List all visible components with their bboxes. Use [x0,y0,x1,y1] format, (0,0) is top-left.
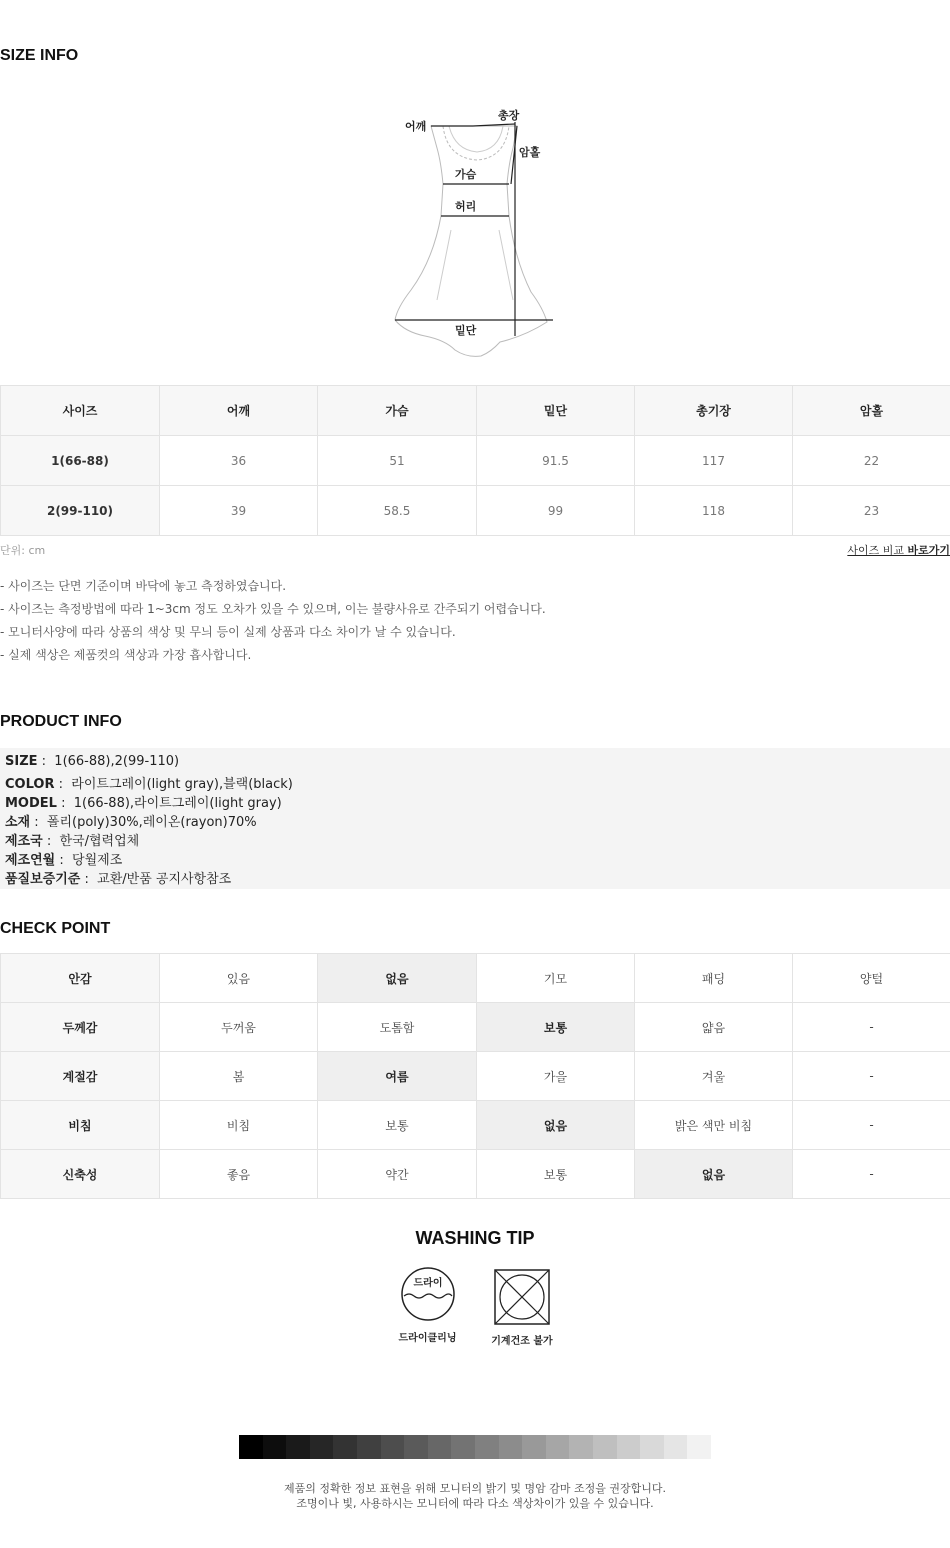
dry-clean-icon [400,1266,456,1322]
size-table-header: 가슴 [318,386,477,436]
size-value-cell: 117 [635,436,793,486]
gray-swatch [522,1435,546,1459]
check-point-option-selected: 없음 [318,954,477,1003]
product-info-key: COLOR [5,777,55,792]
gray-scale-bar [239,1435,711,1459]
check-point-option: 겨울 [635,1052,793,1101]
gray-swatch [333,1435,357,1459]
product-info-value: 교환/반품 공지사항참조 [97,872,232,887]
check-point-option: 기모 [477,954,635,1003]
diagram-label-waist: 허리 [455,200,477,213]
product-info-key: 소재 [5,815,31,830]
check-point-option: 패딩 [635,954,793,1003]
size-value-cell: 58.5 [318,486,477,536]
monitor-notice-line: 조명이나 빛, 사용하시는 모니터에 따라 다소 색상차이가 있을 수 있습니다. [296,1497,654,1510]
table-row [1,436,950,486]
size-table-header: 사이즈 [1,386,160,436]
product-info-key: 제조연월 [5,853,56,868]
table-row [1,954,950,1003]
gray-swatch [357,1435,381,1459]
product-info-row: 품질보증기준 : 교환/반품 공지사항참조 [5,872,232,887]
size-value-cell: 91.5 [477,436,635,486]
monitor-notice [0,1481,950,1511]
product-info-value: 당월제조 [72,853,123,868]
check-point-label: 계절감 [1,1052,160,1101]
check-point-label: 두께감 [1,1003,160,1052]
gray-swatch [499,1435,523,1459]
size-value-cell: 36 [160,436,318,486]
dry-clean-item [395,1266,460,1344]
check-point-label: 신축성 [1,1150,160,1199]
check-point-option-selected: 없음 [477,1101,635,1150]
gray-swatch [546,1435,570,1459]
gray-swatch [451,1435,475,1459]
check-point-option-selected: 보통 [477,1003,635,1052]
unit-label: 단위: cm [0,544,46,557]
size-note: - 사이즈는 단면 기준이며 바닥에 놓고 측정하였습니다. [0,579,287,593]
check-point-option: 도톰함 [318,1003,477,1052]
size-value-cell: 23 [793,486,950,536]
table-row [1,486,950,536]
dress-size-diagram [385,100,575,365]
gray-swatch [263,1435,287,1459]
gray-swatch [569,1435,593,1459]
product-info-key: 품질보증기준 [5,872,81,887]
size-value-cell: 39 [160,486,318,536]
size-table-header: 총기장 [635,386,793,436]
product-info-row: SIZE : 1(66-88),2(99-110) [5,754,180,769]
table-row [1,1003,950,1052]
check-point-option: 봄 [160,1052,318,1101]
check-point-option: 약간 [318,1150,477,1199]
size-table-header: 밑단 [477,386,635,436]
diagram-label-total-length: 총장 [498,109,520,122]
product-info-row: COLOR : 라이트그레이(light gray),블랙(black) [5,777,293,792]
size-table-header-row [1,386,950,436]
check-point-option: 보통 [318,1101,477,1150]
size-info-title: SIZE INFO [0,47,79,64]
diagram-label-hem: 밑단 [455,324,477,337]
gray-swatch [404,1435,428,1459]
check-point-option: 좋음 [160,1150,318,1199]
diagram-label-armhole: 암홀 [519,146,541,159]
check-point-option-selected: 여름 [318,1052,477,1101]
size-value-cell: 99 [477,486,635,536]
no-tumble-dry-item [486,1267,558,1347]
check-point-option: - [793,1052,950,1101]
product-info-row: 제조연월 : 당월제조 [5,853,123,868]
product-info-box [0,748,950,889]
monitor-notice-line: 제품의 정확한 정보 표현을 위해 모니터의 밝기 및 명암 감마 조정을 권장합니다. [284,1482,666,1495]
size-compare-prefix: 사이즈 비교 [847,544,908,557]
gray-swatch [593,1435,617,1459]
product-info-key: MODEL [5,796,57,811]
product-info-row: 제조국 : 한국/협력업체 [5,834,140,849]
gray-swatch [310,1435,334,1459]
check-point-option: - [793,1150,950,1199]
size-value-cell: 118 [635,486,793,536]
gray-swatch [239,1435,263,1459]
size-table-header: 암홀 [793,386,950,436]
check-point-label: 비침 [1,1101,160,1150]
check-point-title: CHECK POINT [0,920,111,937]
table-row [1,1150,950,1199]
size-value-cell: 22 [793,436,950,486]
size-table [0,385,950,536]
check-point-option: 두꺼움 [160,1003,318,1052]
gray-swatch [640,1435,664,1459]
diagram-label-chest: 가슴 [455,168,477,181]
size-label-cell: 1(66-88) [1,436,160,486]
check-point-option: 양털 [793,954,950,1003]
product-info-value: 폴리(poly)30%,레이온(rayon)70% [46,815,257,830]
check-point-option: 보통 [477,1150,635,1199]
product-info-key: 제조국 [5,834,43,849]
product-info-value: 라이트그레이(light gray),블랙(black) [71,777,293,792]
washing-tip-title: WASHING TIP [415,1228,535,1248]
product-info-row: 소재 : 폴리(poly)30%,레이온(rayon)70% [5,815,257,830]
product-info-title: PRODUCT INFO [0,713,122,730]
size-note: - 사이즈는 측정방법에 따라 1~3cm 정도 오차가 있을 수 있으며, 이는 불량사유로 간주되기 어렵습니다. [0,602,546,616]
gray-swatch [428,1435,452,1459]
check-point-label: 안감 [1,954,160,1003]
check-point-option: 얇음 [635,1003,793,1052]
check-point-option: 가을 [477,1052,635,1101]
check-point-option: 비침 [160,1101,318,1150]
gray-swatch [617,1435,641,1459]
size-notes [0,575,546,667]
check-point-option: - [793,1003,950,1052]
size-compare-link-text: 바로가기 [907,544,950,557]
gray-swatch [381,1435,405,1459]
dry-clean-label: 드라이클리닝 [398,1333,457,1344]
check-point-option-selected: 없음 [635,1150,793,1199]
check-point-option: - [793,1101,950,1150]
product-info-value: 한국/협력업체 [59,834,140,849]
product-info-value: 1(66-88),2(99-110) [54,754,180,769]
size-note: - 실제 색상은 제품컷의 색상과 가장 흡사합니다. [0,648,252,662]
table-row [1,1052,950,1101]
size-compare-link[interactable] [847,542,950,558]
dry-clean-inner-text: 드라이 [413,1278,442,1289]
size-note: - 모니터사양에 따라 상품의 색상 및 무늬 등이 실제 상품과 다소 차이가 날 수 있습니다. [0,625,456,639]
size-label-cell: 2(99-110) [1,486,160,536]
no-tumble-dry-label: 기계건조 불가 [491,1336,553,1347]
gray-swatch [664,1435,688,1459]
check-point-option: 밝은 색만 비침 [635,1101,793,1150]
no-tumble-dry-icon [492,1267,552,1327]
product-info-value: 1(66-88),라이트그레이(light gray) [73,796,282,811]
check-point-table [0,953,950,1199]
product-info-key: SIZE [5,754,38,769]
gray-swatch [286,1435,310,1459]
size-value-cell: 51 [318,436,477,486]
product-info-row: MODEL : 1(66-88),라이트그레이(light gray) [5,796,282,811]
diagram-label-shoulder: 어깨 [405,120,427,133]
size-table-header: 어깨 [160,386,318,436]
check-point-option: 있음 [160,954,318,1003]
gray-swatch [687,1435,711,1459]
gray-swatch [475,1435,499,1459]
table-row [1,1101,950,1150]
